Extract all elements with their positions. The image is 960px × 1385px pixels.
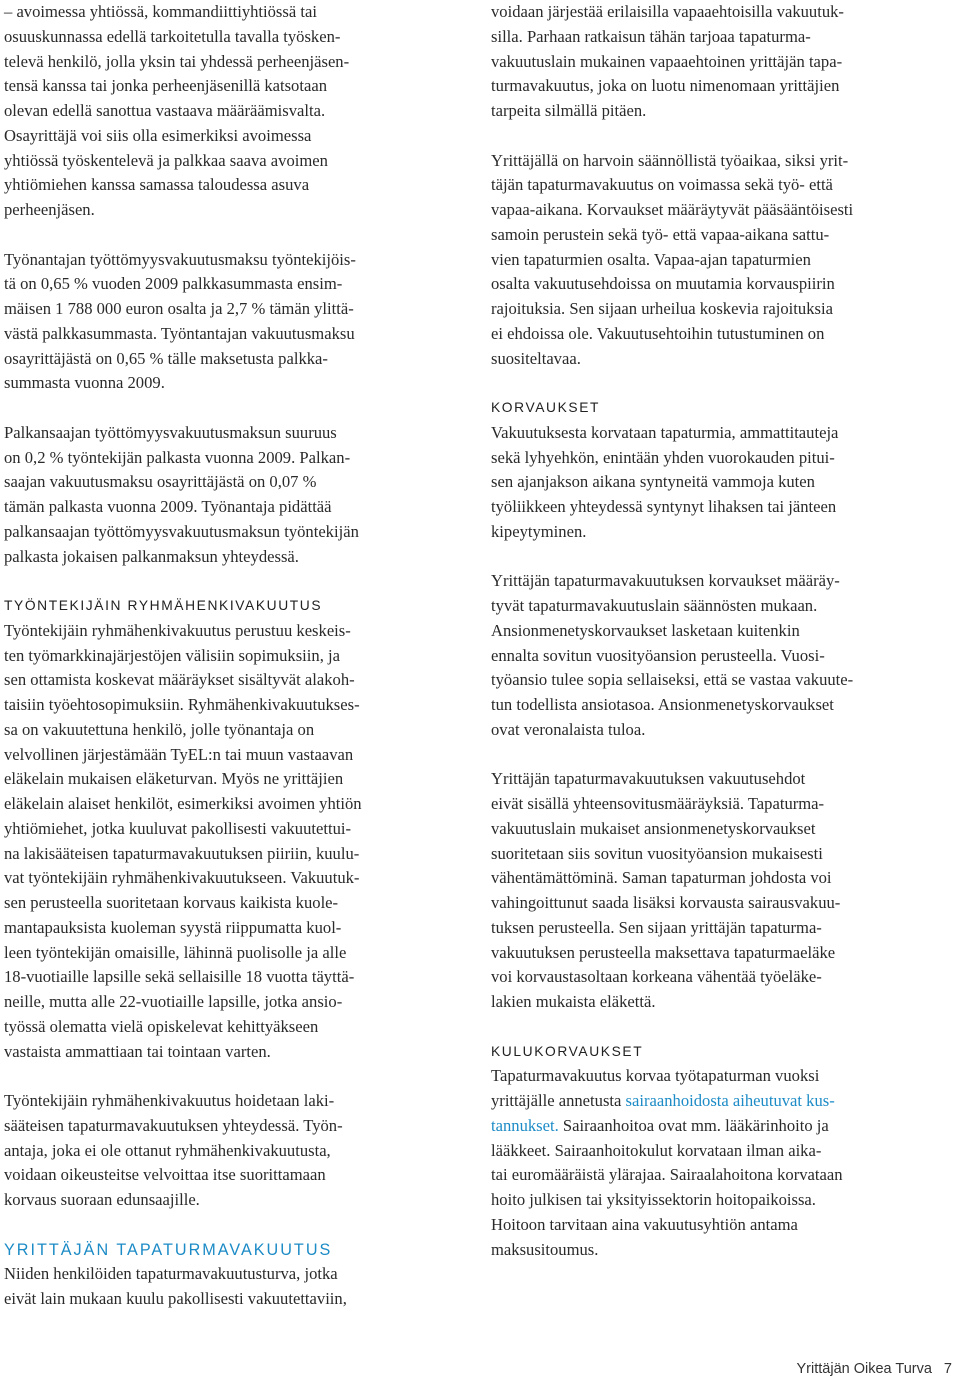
compensation-heading: KORVAUKSET bbox=[491, 400, 601, 415]
text-line: Yrittäjän tapaturmavakuutuksen korvaukset määräy- bbox=[491, 571, 840, 591]
text-line: Työntekijäin ryhmähenkivakuutus perustuu keskeis- bbox=[4, 620, 351, 640]
text-line bbox=[491, 1089, 943, 1114]
text-line: Yrittäjällä on harvoin säännöllistä työaikaa, siksi yrit- bbox=[491, 150, 849, 170]
left-column bbox=[4, 0, 452, 1312]
text-line: summasta vuonna 2009. bbox=[4, 373, 165, 393]
text-line: Palkansaajan työttömyysvakuutusmaksun suuruus bbox=[4, 422, 337, 442]
text-line: kipeytyminen. bbox=[491, 521, 587, 541]
text-line: leen työntekijän omaisille, lähinnä puolisolle ja alle bbox=[4, 942, 347, 962]
text-line: lääkkeet. Sairaanhoitokulut korvataan ilman aika- bbox=[491, 1140, 822, 1160]
text-line: vahingoittunut saada lisäksi korvausta sairausvakuu- bbox=[491, 893, 841, 912]
text-line: voidaan oikeusteitse velvoittaa itse suorittamaan bbox=[4, 1165, 326, 1185]
entrepreneur-accident-insurance-heading: YRITTÄJÄN TAPATURMAVAKUUTUS bbox=[4, 1240, 333, 1259]
text-line: Ansionmenetyskorvaukset lasketaan kuitenkin bbox=[491, 620, 800, 640]
text-line: yhtiömiehet, jotka kuuluvat pakollisesti vakuutettui- bbox=[4, 818, 352, 838]
text-line: vastaista ammattiaan tai tointaan varten. bbox=[4, 1041, 271, 1061]
text-line: tensä kanssa tai jonka perheenjäsenillä katsotaan bbox=[4, 76, 327, 96]
text-line: yhtiömiehen kanssa samassa taloudessa asuva bbox=[4, 175, 310, 195]
text-line: korvaus suoraan edunsaajille. bbox=[4, 1190, 200, 1209]
group-life-paragraph bbox=[4, 619, 452, 1065]
text-line: vien tapaturmien osalta. Vapaa-ajan tapaturmien bbox=[491, 249, 811, 269]
text-line: mantapauksista kuoleman syystä riippumatta kuol- bbox=[4, 917, 342, 937]
compensation-paragraph-3 bbox=[491, 767, 943, 1015]
text-line: rajoituksia. Sen sijaan urheilua koskevia rajoituksia bbox=[491, 299, 833, 318]
text-line: osayrittäjästä on 0,65 % tälle maksetusta palkka- bbox=[4, 348, 328, 368]
employer-contribution-paragraph bbox=[4, 248, 452, 397]
text-line: tyvät tapaturmavakuutuslain säännösten mukaan. bbox=[491, 596, 818, 615]
text-line: sen perusteella suoritetaan korvaus kaikista kuole- bbox=[4, 893, 339, 912]
text-line: neille, mutta alle 22-vuotiaille lapsille, jotka ansio- bbox=[4, 992, 343, 1011]
text-line: Hoitoon tarvitaan aina vakuutusyhtiön antama bbox=[491, 1214, 798, 1234]
group-life-insurance-heading: TYÖNTEKIJÄIN RYHMÄHENKIVAKUUTUS bbox=[4, 598, 323, 613]
text-line: ei ehdoissa ole. Vakuutusehtoihin tutustuminen on bbox=[491, 323, 825, 343]
text-line: taisiin työehtosopimuksiin. Ryhmähenkivakuutukses- bbox=[4, 695, 360, 714]
employee-contribution-paragraph bbox=[4, 421, 452, 570]
text-line: tai euromääräistä ylärajaa. Sairaalahoitona korvataan bbox=[491, 1165, 843, 1185]
text-line: maksusitoumus. bbox=[491, 1239, 599, 1259]
text-line: Tapaturmavakuutus korvaa työtapaturman vuoksi bbox=[491, 1066, 820, 1086]
publication-title: Yrittäjän Oikea Turva bbox=[796, 1361, 932, 1377]
text-line: televä henkilö, jolla yksin tai yhdessä perheenjäsen- bbox=[4, 51, 350, 71]
text-line: vähentämättöminä. Saman tapaturman johdosta voi bbox=[491, 868, 832, 888]
text-line: voidaan järjestää erilaisilla vapaaehtoisilla vakuutuk- bbox=[491, 2, 844, 21]
text-line: västä palkkasummasta. Työntantajan vakuutusmaksu bbox=[4, 323, 355, 343]
text-line: eläkelain mukaisen eläketurvan. Myös ne yrittäjien bbox=[4, 769, 344, 789]
text-fragment: yrittäjälle annetusta bbox=[491, 1091, 626, 1110]
text-line: vakuutuslain mukainen vapaaehtoinen yrittäjän tapa- bbox=[491, 51, 843, 71]
text-fragment: Sairaanhoitoa ovat mm. lääkärinhoito ja bbox=[558, 1115, 829, 1135]
text-line: Työnantajan työttömyysvakuutusmaksu työntekijöis- bbox=[4, 249, 356, 269]
medical-costs-link-continued[interactable]: tannukset. bbox=[491, 1115, 559, 1135]
text-line: työliikkeen yhteydessä syntynyt lihaksen tai jänteen bbox=[491, 497, 837, 516]
text-line: työansio tulee sopia sellaiseksi, että se vastaa vakuute- bbox=[491, 670, 854, 690]
text-line: osalta vakuutusehdoissa on muutamia korvauspiirin bbox=[491, 274, 835, 294]
text-line: saajan vakuutusmaksu osayrittäjästä on 0,07 % bbox=[4, 472, 317, 492]
text-line: osuuskunnassa edellä tarkoitetulla tavalla työsken- bbox=[4, 26, 341, 46]
text-line: Osayrittäjä voi siis olla esimerkiksi avoimessa bbox=[4, 125, 312, 145]
text-line: hoito julkisen tai yksityissektorin hoitopaikoissa. bbox=[491, 1190, 816, 1209]
text-line: tämän palkasta vuonna 2009. Työnantaja pidättää bbox=[4, 497, 332, 516]
text-line: turmavakuutus, joka on luotu nimenomaan yrittäjien bbox=[491, 76, 840, 96]
text-line: ovat veronalaista tuloa. bbox=[491, 719, 646, 739]
text-line: yhtiössä työskentelevä ja palkkaa saava avoimen bbox=[4, 150, 328, 170]
text-line: na lakisääteisen tapaturmavakuutuksen piiriin, kuulu- bbox=[4, 843, 360, 863]
group-life-paragraph-2 bbox=[4, 1089, 452, 1213]
medical-costs-link[interactable]: sairaanhoidosta aiheutuvat kus- bbox=[625, 1091, 835, 1110]
bullet-paragraph bbox=[4, 0, 452, 223]
working-time-paragraph bbox=[491, 149, 943, 372]
text-line: silla. Parhaan ratkaisun tähän tarjoaa tapaturma- bbox=[491, 26, 811, 46]
page-footer bbox=[797, 1361, 952, 1377]
text-line: sen ajanjakson aikana syntyneitä vammoja kuten bbox=[491, 472, 815, 492]
text-line: suositeltavaa. bbox=[491, 348, 581, 368]
text-line: tä on 0,65 % vuoden 2009 palkkasummasta ensim- bbox=[4, 274, 343, 294]
compensation-paragraph bbox=[491, 421, 943, 545]
intro-continuation-paragraph bbox=[491, 0, 943, 124]
cost-compensation-paragraph bbox=[491, 1064, 943, 1262]
text-line: eläkelain alaiset henkilöt, esimerkiksi avoimen yhtiön bbox=[4, 794, 362, 813]
text-line: 18-vuotiaille lapsille sekä sellaisille 18 vuotta täyttä- bbox=[4, 967, 355, 987]
text-line: velvollinen järjestämään TyEL:n tai muun vastaavan bbox=[4, 744, 354, 764]
text-line: eivät sisällä yhteensovitusmääräyksiä. Tapaturma- bbox=[491, 794, 825, 813]
cost-compensation-heading: KULUKORVAUKSET bbox=[491, 1043, 644, 1059]
text-line: suoritetaan siis sovitun vuosityöansion mukaisesti bbox=[491, 843, 823, 863]
text-line: lakien mukaista eläkettä. bbox=[491, 992, 656, 1011]
text-line: työssä olematta vielä opiskelevat kehittyäkseen bbox=[4, 1016, 319, 1036]
text-line: eivät lain mukaan kuulu pakollisesti vakuutettaviin, bbox=[4, 1289, 347, 1308]
text-line: perheenjäsen. bbox=[4, 200, 95, 219]
text-line bbox=[491, 1114, 943, 1139]
text-line: ennalta sovitun vuosityöansion perusteella. Vuosi- bbox=[491, 645, 825, 665]
cost-compensation-rest bbox=[491, 1139, 943, 1263]
text-line: vakuutuksen perusteella maksettava tapaturmaeläke bbox=[491, 942, 836, 962]
text-line: Vakuutuksesta korvataan tapaturmia, ammattitauteja bbox=[491, 422, 839, 442]
text-line: sa on vakuutettuna henkilö, jolle työnantaja on bbox=[4, 719, 315, 739]
page-number: 7 bbox=[943, 1361, 952, 1377]
compensation-paragraph-2 bbox=[491, 569, 943, 742]
text-line: vapaa-aikana. Korvaukset määräytyvät pääsääntöisesti bbox=[491, 200, 854, 219]
text-line: palkasta jokaisen palkanmaksun yhteydessä. bbox=[4, 546, 299, 566]
text-line: antaja, joka ei ole ottanut ryhmähenkivakuutusta, bbox=[4, 1140, 331, 1160]
text-line: tarpeita silmällä pitäen. bbox=[491, 101, 647, 120]
right-column bbox=[491, 0, 943, 1262]
text-line: mäisen 1 788 000 euron osalta ja 2,7 % tämän ylittä- bbox=[4, 299, 354, 318]
text-line: Yrittäjän tapaturmavakuutuksen vakuutusehdot bbox=[491, 769, 806, 789]
text-line: on 0,2 % työntekijän palkasta vuonna 2009. Palkan- bbox=[4, 447, 351, 467]
text-line: tuksen perusteella. Sen sijaan yrittäjän tapaturma- bbox=[491, 917, 822, 937]
text-line: samoin perustein sekä työ- että vapaa-aikana sattu- bbox=[491, 224, 830, 244]
text-line: tun todellista ansiotasoa. Ansionmenetyskorvaukset bbox=[491, 695, 834, 714]
text-line: ten työmarkkinajärjestöjen välisiin sopimuksiin, ja bbox=[4, 645, 340, 665]
text-line: sääteisen tapaturmavakuutuksen yhteydessä. Työn- bbox=[4, 1115, 343, 1135]
text-line: vat työntekijäin ryhmähenkivakuutukseen. Vakuutuk- bbox=[4, 868, 360, 888]
text-line: Niiden henkilöiden tapaturmavakuutusturva, jotka bbox=[4, 1264, 338, 1284]
entrepreneur-accident-paragraph bbox=[4, 1262, 452, 1312]
text-line: – avoimessa yhtiössä, kommandiittiyhtiössä tai bbox=[4, 2, 317, 21]
text-line: sekä lyhyehkön, enintään yhden vuorokauden pitui- bbox=[491, 447, 835, 467]
text-line: palkansaajan työttömyysvakuutusmaksun työntekijän bbox=[4, 521, 359, 541]
text-line: sen ottamista koskevat määräykset sisältyvät alakoh- bbox=[4, 670, 355, 690]
text-line: voi korvaustasoltaan korkeana vähentää työeläke- bbox=[491, 967, 822, 987]
text-line: täjän tapaturmavakuutus on voimassa sekä työ- että bbox=[491, 175, 833, 195]
text-line: vakuutuslain mukaiset ansionmenetyskorvaukset bbox=[491, 818, 816, 838]
text-line: Työntekijäin ryhmähenkivakuutus hoidetaan laki- bbox=[4, 1091, 335, 1110]
text-line: olevan edellä sanottua vastaava määräämisvalta. bbox=[4, 101, 326, 120]
